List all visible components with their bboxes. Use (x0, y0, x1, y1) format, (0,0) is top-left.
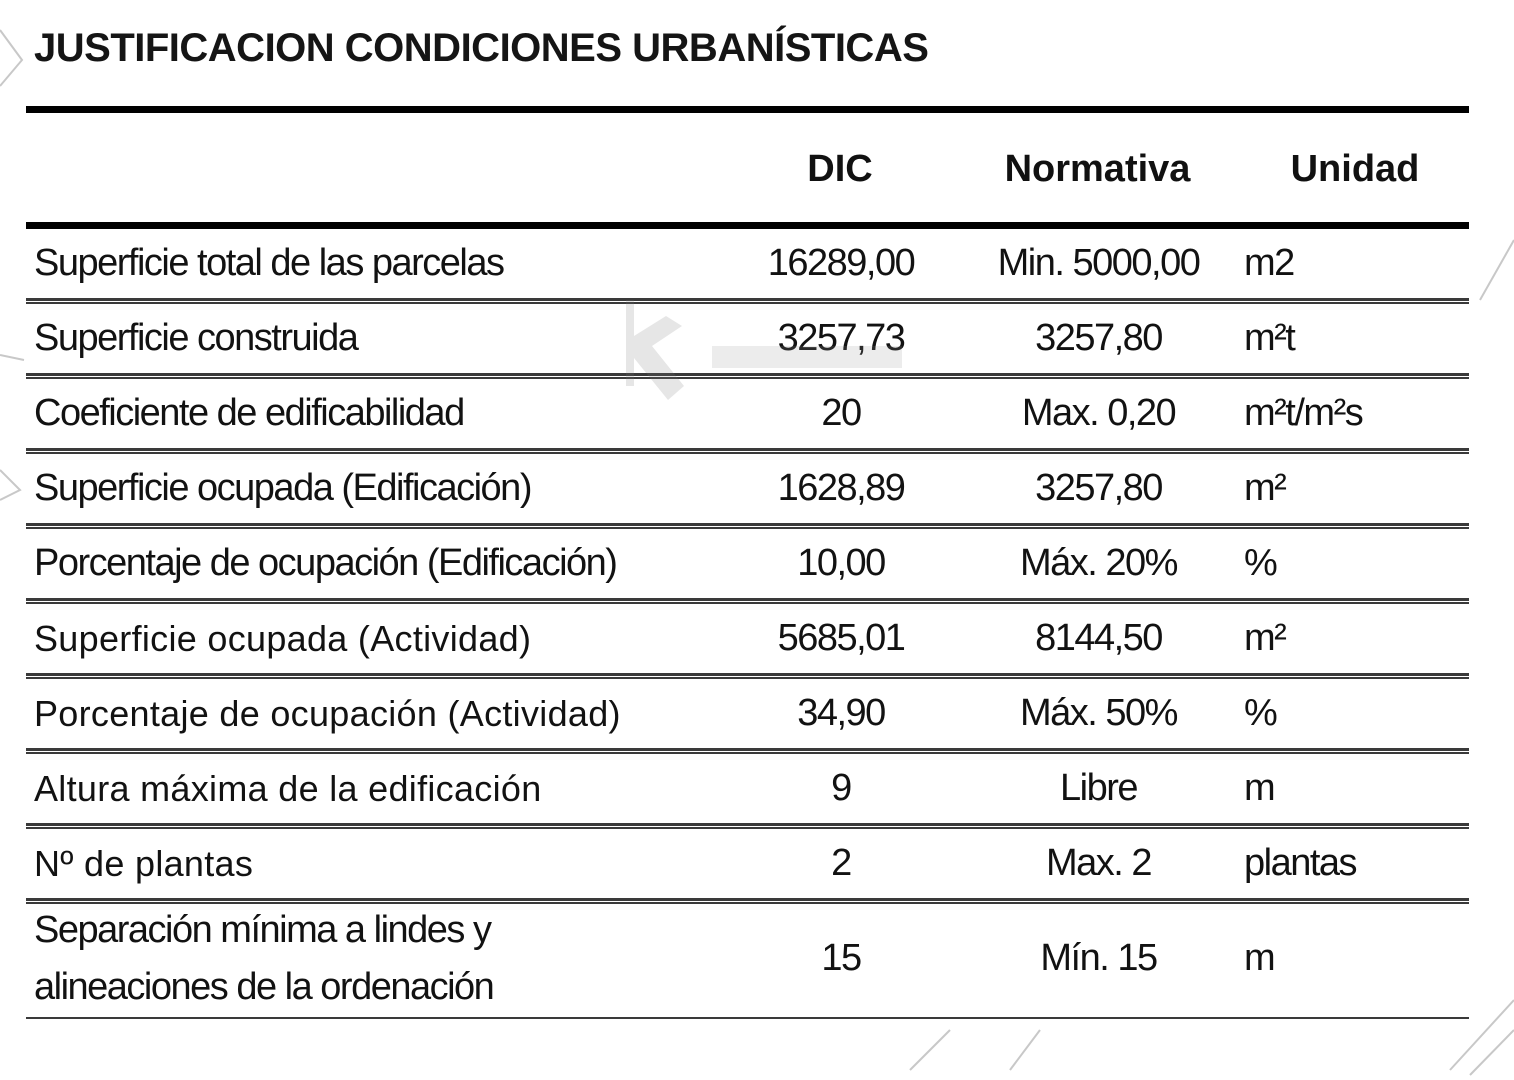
row-dic-value: 9 (831, 767, 851, 809)
row-normativa-value: 3257,80 (1035, 467, 1162, 509)
row-dic-value: 5685,01 (777, 617, 905, 659)
row-unit: m (1244, 937, 1275, 979)
row-dic-value: 1628,89 (777, 467, 905, 509)
row-unit: m²t/m²s (1244, 392, 1363, 434)
table-row (26, 754, 1469, 829)
row-dic-value: 16289,00 (767, 242, 915, 284)
row-label: Porcentaje de ocupación (Edificación) (34, 542, 617, 584)
row-label: Separación mínima a lindes y alineaciones de la ordenación (34, 908, 494, 1008)
row-unit: % (1244, 692, 1277, 734)
row-dic-value: 20 (821, 392, 861, 434)
row-dic-value: 15 (821, 937, 861, 979)
row-label: Superficie construida (34, 317, 358, 359)
row-unit: m (1244, 767, 1275, 809)
row-unit: % (1244, 542, 1277, 584)
row-label: Nº de plantas (34, 842, 254, 884)
row-normativa-value: 3257,80 (1035, 317, 1162, 359)
row-normativa-value: Mín. 15 (1040, 937, 1157, 979)
row-normativa-value: Máx. 50% (1020, 692, 1177, 734)
row-label: Superficie ocupada (Edificación) (34, 467, 531, 509)
row-label: Altura máxima de la edificación (34, 767, 542, 809)
column-header-normativa: Normativa (1004, 148, 1191, 190)
row-unit: m² (1244, 617, 1286, 659)
row-label: Coeficiente de edificabilidad (34, 392, 464, 434)
row-unit: plantas (1244, 842, 1357, 884)
row-label: Superficie ocupada (Actividad) (34, 617, 532, 659)
row-normativa-value: 8144,50 (1035, 617, 1162, 659)
table-row (26, 904, 1469, 1019)
row-dic-value: 2 (831, 842, 851, 884)
row-unit: m²t (1244, 317, 1295, 359)
table-row (26, 679, 1469, 754)
row-normativa-value: Max. 2 (1045, 842, 1152, 884)
row-normativa-value: Min. 5000,00 (997, 242, 1200, 284)
row-unit: m² (1244, 467, 1286, 509)
row-normativa-value: Libre (1060, 767, 1137, 809)
table-row (26, 529, 1469, 604)
watermark-logo (612, 296, 912, 406)
table-row (26, 229, 1469, 304)
column-header-unidad: Unidad (1290, 148, 1420, 190)
row-divider (26, 1017, 1469, 1019)
row-dic-value: 34,90 (797, 692, 885, 734)
header-rule (26, 222, 1469, 229)
table-row (26, 829, 1469, 904)
row-normativa-value: Máx. 20% (1020, 542, 1177, 584)
top-rule (26, 106, 1469, 113)
row-unit: m2 (1244, 242, 1294, 284)
row-normativa-value: Max. 0,20 (1021, 392, 1176, 434)
row-dic-value: 3257,73 (777, 317, 905, 359)
row-label: Superficie total de las parcelas (34, 242, 504, 284)
table-row (26, 604, 1469, 679)
document-title: JUSTIFICACION CONDICIONES URBANÍSTICAS (34, 26, 929, 70)
column-header-dic: DIC (807, 148, 873, 190)
row-dic-value: 10,00 (797, 542, 885, 584)
table-row (26, 454, 1469, 529)
row-label: Porcentaje de ocupación (Actividad) (34, 692, 621, 734)
